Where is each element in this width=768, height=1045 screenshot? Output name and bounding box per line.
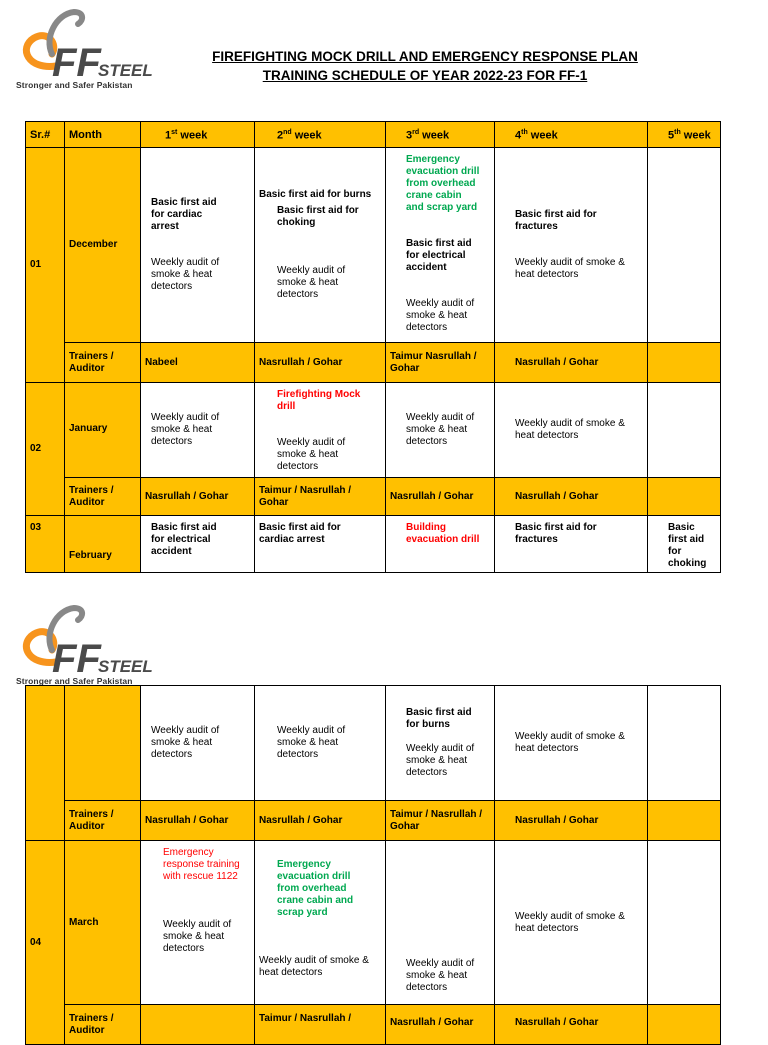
activity-text: Basic first aid for choking xyxy=(277,205,359,228)
audit-text: Weekly audit of smoke & heat detectors xyxy=(406,958,475,993)
audit-text: Weekly audit of smoke & heat detectors xyxy=(515,910,625,934)
trainer-cell: Nabeel xyxy=(141,343,255,383)
week-cell xyxy=(141,383,255,478)
table-row-trainers xyxy=(26,801,721,841)
title-line-1: FIREFIGHTING MOCK DRILL AND EMERGENCY RESPONSE PLAN xyxy=(212,49,638,64)
week-cell xyxy=(386,516,495,573)
audit-text: Weekly audit of smoke & heat detectors xyxy=(151,412,220,447)
audit-text: Weekly audit of smoke & heat detectors xyxy=(151,725,220,760)
week-cell-empty xyxy=(648,148,721,343)
table-row-trainers xyxy=(26,1005,721,1045)
week-cell xyxy=(495,841,648,1005)
table-row-trainers xyxy=(26,478,721,516)
trainer-cell: Nasrullah / Gohar xyxy=(255,801,386,841)
activity-text: Emergency evacuation drill from overhead crane cabin and scrap yard xyxy=(406,154,480,213)
week-cell xyxy=(141,686,255,801)
audit-text: Weekly audit of smoke & heat detectors xyxy=(259,955,369,978)
activity-text: Building evacuation drill xyxy=(406,522,480,545)
trainers-label: Trainers / Auditor xyxy=(65,801,141,841)
week-cell xyxy=(141,148,255,343)
week-cell xyxy=(255,383,386,478)
header-week-5: 5th week xyxy=(648,122,721,148)
svg-text:FF: FF xyxy=(52,41,101,85)
schedule-table-page-2 xyxy=(25,685,721,1045)
trainer-cell: Taimur / Nasrullah / Gohar xyxy=(255,478,386,516)
document-title xyxy=(160,47,690,85)
table-row-december xyxy=(26,148,721,343)
trainer-cell: Nasrullah / Gohar xyxy=(141,801,255,841)
sr-cell-cont xyxy=(26,686,65,841)
trainer-cell: Nasrullah / Gohar xyxy=(386,1005,495,1045)
trainer-cell: Taimur / Nasrullah / xyxy=(255,1005,386,1045)
activity-text: Basic first aid for electrical accident xyxy=(151,522,217,557)
trainers-label: Trainers / Auditor xyxy=(65,1005,141,1045)
week-cell xyxy=(495,383,648,478)
trainer-cell-empty xyxy=(648,1005,721,1045)
trainer-cell: Taimur / Nasrullah / Gohar xyxy=(386,801,495,841)
week-cell xyxy=(386,148,495,343)
trainer-cell: Nasrullah / Gohar xyxy=(495,478,648,516)
week-cell xyxy=(386,686,495,801)
week-cell xyxy=(141,841,255,1005)
table-row-march xyxy=(26,841,721,1005)
logo-tagline: Stronger and Safer Pakistan xyxy=(16,80,133,90)
week-cell-empty xyxy=(648,841,721,1005)
logo-tagline: Stronger and Safer Pakistan xyxy=(16,676,133,686)
trainer-cell-empty xyxy=(648,478,721,516)
schedule-table-page-1 xyxy=(25,121,721,573)
activity-text: Emergency evacuation drill from overhead crane cabin and scrap yard xyxy=(277,859,354,918)
week-cell xyxy=(495,148,648,343)
month-cell: March xyxy=(65,841,141,1005)
week-cell xyxy=(141,516,255,573)
title-line-2: TRAINING SCHEDULE OF YEAR 2022-23 FOR FF-1 xyxy=(262,68,588,83)
svg-text:FF: FF xyxy=(52,637,101,681)
header-month: Month xyxy=(65,122,141,148)
month-cell: February xyxy=(65,516,141,573)
trainers-label: Trainers / Auditor xyxy=(65,343,141,383)
header-week-4: 4th week xyxy=(495,122,648,148)
table-row-january xyxy=(26,383,721,478)
audit-text: Weekly audit of smoke & heat detectors xyxy=(406,298,475,333)
trainer-cell-empty xyxy=(648,343,721,383)
table-row-february-cont xyxy=(26,686,721,801)
activity-text: Basic first aid for cardiac arrest xyxy=(259,522,341,545)
trainer-cell: Nasrullah / Gohar xyxy=(495,343,648,383)
month-cell: January xyxy=(65,383,141,478)
audit-text: Weekly audit of smoke & heat detectors xyxy=(406,412,475,447)
audit-text: Weekly audit of smoke & heat detectors xyxy=(515,418,625,441)
trainer-cell: Nasrullah / Gohar xyxy=(495,801,648,841)
activity-text: Emergency response training with rescue 1122 xyxy=(163,847,240,882)
audit-text: Weekly audit of smoke & heat detectors xyxy=(515,731,625,754)
week-cell xyxy=(386,841,495,1005)
trainer-cell: Nasrullah / Gohar xyxy=(495,1005,648,1045)
sr-cell: 04 xyxy=(26,841,65,1045)
trainer-cell-empty xyxy=(141,1005,255,1045)
company-logo xyxy=(14,600,153,686)
table-row-trainers xyxy=(26,343,721,383)
trainers-label: Trainers / Auditor xyxy=(65,478,141,516)
month-cell: December xyxy=(65,148,141,343)
svg-text:STEEL: STEEL xyxy=(98,61,153,80)
header-week-2: 2nd week xyxy=(255,122,386,148)
week-cell xyxy=(255,148,386,343)
activity-text: Basic first aid for burns xyxy=(406,707,472,730)
week-cell xyxy=(255,686,386,801)
sr-cell: 02 xyxy=(26,383,65,516)
table-header-row xyxy=(26,122,721,148)
audit-text: Weekly audit of smoke & heat detectors xyxy=(151,257,220,292)
week-cell xyxy=(255,841,386,1005)
week-cell xyxy=(495,516,648,573)
sr-cell: 03 xyxy=(26,516,65,573)
trainer-cell: Taimur Nasrullah / Gohar xyxy=(386,343,495,383)
activity-text: Basic first aid for burns xyxy=(259,189,372,200)
trainer-cell-empty xyxy=(648,801,721,841)
week-cell xyxy=(495,686,648,801)
header-week-3: 3rd week xyxy=(386,122,495,148)
trainer-cell: Nasrullah / Gohar xyxy=(141,478,255,516)
activity-text: Basic first aid for electrical accident xyxy=(406,238,472,273)
header-week-1: 1st week xyxy=(141,122,255,148)
audit-text: Weekly audit of smoke & heat detectors xyxy=(277,437,346,472)
activity-text: Firefighting Mock drill xyxy=(277,389,361,412)
audit-text: Weekly audit of smoke & heat detectors xyxy=(515,257,625,280)
audit-text: Weekly audit of smoke & heat detectors xyxy=(277,265,346,300)
week-cell xyxy=(255,516,386,573)
activity-text: Basic first aid for fractures xyxy=(515,209,597,232)
week-cell-empty xyxy=(648,686,721,801)
sr-cell: 01 xyxy=(26,148,65,383)
trainer-cell: Nasrullah / Gohar xyxy=(386,478,495,516)
company-logo xyxy=(14,4,153,90)
week-cell xyxy=(648,516,721,573)
audit-text: Weekly audit of smoke & heat detectors xyxy=(163,919,232,954)
month-cell-cont xyxy=(65,686,141,801)
table-row-february xyxy=(26,516,721,573)
audit-text: Weekly audit of smoke & heat detectors xyxy=(406,743,475,778)
activity-text: Basic first aid for cardiac arrest xyxy=(151,197,217,232)
activity-text: Basic first aid for fractures xyxy=(515,522,597,545)
svg-text:STEEL: STEEL xyxy=(98,657,153,676)
header-sr: Sr.# xyxy=(26,122,65,148)
activity-text: Basic first aid for choking xyxy=(668,522,707,569)
audit-text: Weekly audit of smoke & heat detectors xyxy=(277,725,346,760)
trainer-cell: Nasrullah / Gohar xyxy=(255,343,386,383)
week-cell-empty xyxy=(648,383,721,478)
week-cell xyxy=(386,383,495,478)
